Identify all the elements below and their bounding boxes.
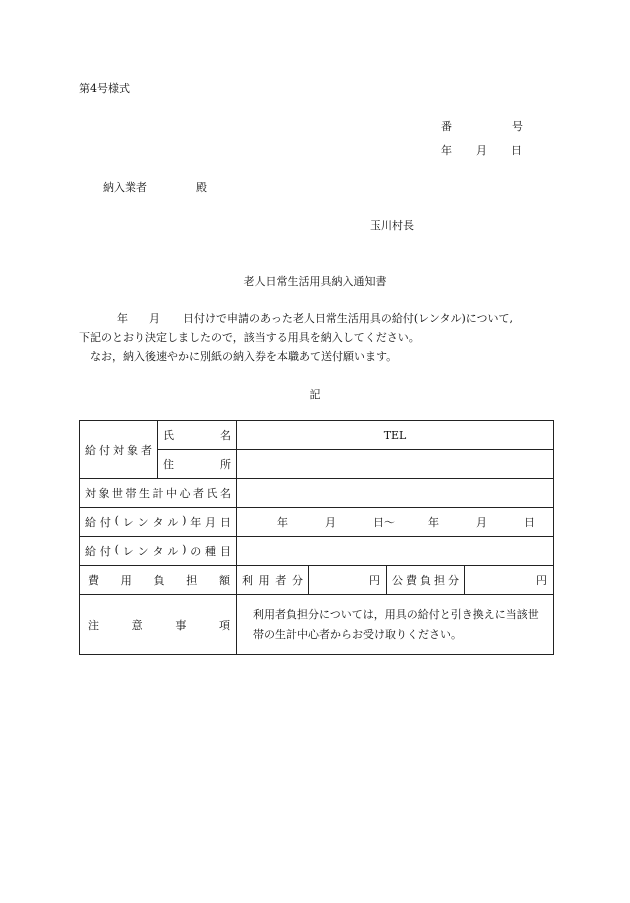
vendor-addressee: 納入業者: [103, 181, 147, 194]
issuer: 玉川村長: [370, 219, 414, 232]
body-line-3: なお，納入後速やかに別紙の納入券を本職あて送付願います。: [90, 350, 398, 363]
public-share-label-cell: [387, 566, 465, 595]
address-value-cell[interactable]: [237, 450, 554, 479]
public-share-value-cell[interactable]: [465, 566, 554, 595]
household-head-label-cell: [80, 479, 237, 508]
date-year-label: 年: [441, 144, 452, 157]
period-to-year: 年: [428, 516, 439, 529]
recipient-label: 給 付 対 象 者: [85, 443, 152, 457]
notes-label-cell: [80, 595, 237, 655]
recipient-label-cell: [80, 421, 158, 479]
ki-heading: 記: [309, 388, 321, 401]
period-to-month: 月: [476, 516, 487, 529]
period-dates: [237, 514, 553, 530]
honorific: 殿: [196, 181, 207, 194]
household-head-value-cell[interactable]: [237, 479, 554, 508]
user-share-unit: 円: [369, 574, 380, 587]
body-line-2: 下記のとおり決定しましたので，該当する用具を納入してください。: [79, 331, 420, 344]
household-head-label: 対 象 世 帯 生 計 中 心 者 氏 名: [85, 487, 231, 500]
item-type-value-cell[interactable]: [237, 537, 554, 566]
table-row: [80, 421, 554, 450]
body-year: 年: [117, 312, 128, 325]
date-month-label: 月: [476, 144, 487, 157]
period-label-cell: [80, 508, 237, 537]
user-share-label-cell: [237, 566, 309, 595]
period-value-cell[interactable]: [237, 508, 554, 537]
public-share-label: 公 費 負 担 分: [392, 574, 459, 587]
item-type-label-cell: [80, 537, 237, 566]
item-type-label: 給 付 ( レ ン タ ル ) の 種 目: [85, 543, 231, 558]
body-line-1-rest: 日付けで申請のあった老人日常生活用具の給付(レンタル)について,: [183, 312, 514, 325]
number-label-ban: 番: [441, 120, 452, 133]
address-label: 住 所: [163, 458, 231, 471]
period-from-day: 日〜: [373, 516, 395, 529]
user-share-value-cell[interactable]: [309, 566, 387, 595]
user-share-label: 利 用 者 分: [242, 574, 303, 587]
public-share-unit: 円: [536, 574, 548, 587]
address-label-cell: [158, 450, 237, 479]
name-label-cell: [158, 421, 237, 450]
details-table: [79, 420, 554, 655]
date-day-label: 日: [511, 144, 522, 157]
period-from-year: 年: [277, 516, 288, 529]
form-number: 第4号様式: [79, 82, 130, 95]
cost-label-cell: [80, 566, 237, 595]
notes-label: 注 意 事 項: [88, 618, 230, 632]
table-row: [80, 595, 554, 655]
table-row: [80, 508, 554, 537]
table-row: [80, 537, 554, 566]
period-label: 給 付 ( レ ン タ ル ) 年 月 日: [85, 514, 231, 529]
notes-text: 利用者負担分については，用具の給付と引き換えに当該世帯の生計中心者からお受け取りください。: [237, 595, 554, 655]
name-label: 氏 名: [163, 429, 231, 442]
period-from-month: 月: [325, 516, 336, 529]
tel-label: TEL: [383, 428, 407, 442]
number-label-go: 号: [512, 120, 523, 133]
cost-label: 費 用 負 担 額: [88, 574, 230, 587]
table-row: [80, 479, 554, 508]
period-to-day: 日: [524, 516, 535, 529]
body-month: 月: [149, 312, 160, 325]
table-row: [80, 566, 554, 595]
name-value-cell[interactable]: [237, 421, 554, 450]
document-title: 老人日常生活用具納入通知書: [243, 275, 387, 288]
